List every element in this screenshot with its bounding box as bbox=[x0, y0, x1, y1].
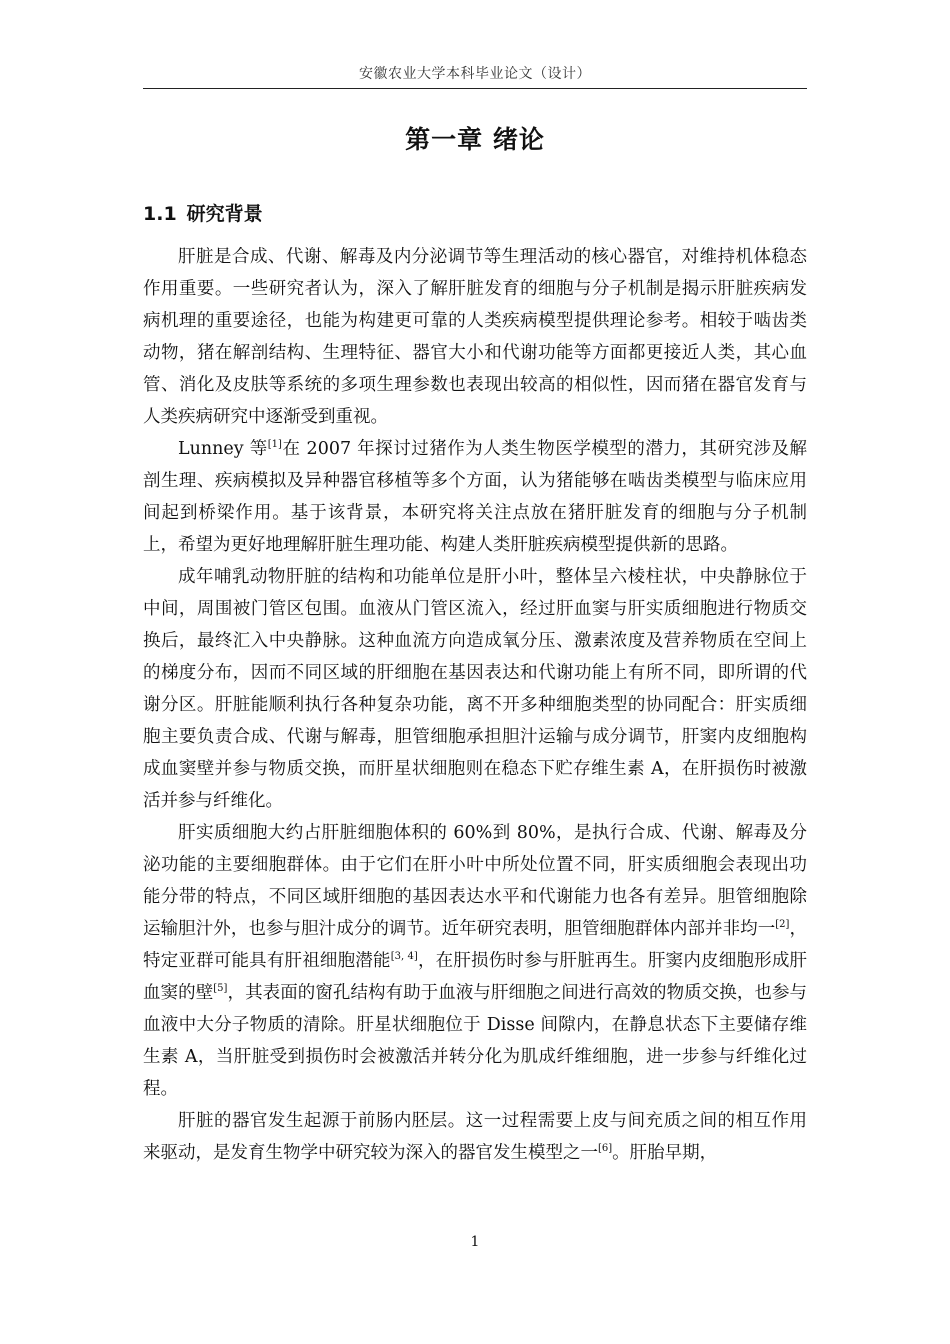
paragraph-5-text-a: 肝脏的器官发生起源于前肠内胚层。这一过程需要上皮与间充质之间的相互作用来驱动，是发育生物学中研究较为深入的器官发生模型之一 bbox=[143, 1111, 807, 1163]
paragraph-4-text-a: 肝实质细胞大约占肝脏细胞体积的 60%到 80%，是执行合成、代谢、解毒及分泌功能的主要细胞群体。由于它们在肝小叶中所处位置不同，肝实质细胞会表现出功能分带的特点，不同区域肝细胞的基因表达水平和代谢能力也各有差异。胆管细胞除运输胆汁外，也参与胆汁成分的调节。近年研究表明，胆管细胞群体内部并非均一 bbox=[143, 823, 807, 939]
paragraph-4-text-b: ，特定亚群可能具有肝祖细胞潜能 bbox=[143, 919, 808, 971]
paragraph-4-text-d: ，其表面的窗孔结构有助于血液与肝细胞之间进行高效的物质交换，也参与血液中大分子物质的清除。肝星状细胞位于 Disse 间隙内，在静息状态下主要储存维生素 A，当肝脏受到损伤时会被激活并转分化为肌成纤维细胞，进一步参与纤维化过程。 bbox=[143, 983, 808, 1099]
paragraph-5-text-b: 。肝胎早期， bbox=[612, 1143, 718, 1163]
citation-6: [6] bbox=[598, 1143, 613, 1155]
running-header: 安徽农业大学本科毕业论文（设计） bbox=[359, 66, 591, 82]
paragraph-3: 成年哺乳动物肝脏的结构和功能单位是肝小叶，整体呈六棱柱状，中央静脉位于中间，周围被门管区包围。血液从门管区流入，经过肝血窦与肝实质细胞进行物质交换后，最终汇入中央静脉。这种血流方向造成氧分压、激素浓度及营养物质在空间上的梯度分布，因而不同区域的肝细胞在基因表达和代谢功能上有所不同，即所谓的代谢分区。肝脏能顺利执行各种复杂功能，离不开多种细胞类型的协同配合：肝实质细胞主要负责合成、代谢与解毒，胆管细胞承担胆汁运输与成分调节，肝窦内皮细胞构成血窦壁并参与物质交换，而肝星状细胞则在稳态下贮存维生素 A，在肝损伤时被激活并参与纤维化。 bbox=[143, 567, 807, 811]
citation-5: [5] bbox=[213, 983, 228, 995]
section-number: 1.1 bbox=[143, 203, 177, 225]
page-number: 1 bbox=[470, 1234, 480, 1250]
paragraph-4 bbox=[143, 817, 807, 1105]
section-heading bbox=[143, 198, 263, 230]
citation-3-4: [3, 4] bbox=[390, 951, 418, 963]
paragraph-5 bbox=[143, 1105, 807, 1169]
paragraph-2-text-a: Lunney 等 bbox=[178, 439, 268, 459]
header-rule bbox=[143, 88, 807, 89]
paragraph-2-text-b: 在 2007 年探讨过猪作为人类生物医学模型的潜力，其研究涉及解剖生理、疾病模拟及异种器官移植等多个方面，认为猪能够在啮齿类模型与临床应用间起到桥梁作用。基于该背景，本研究将关注点放在猪肝脏发育的细胞与分子机制上，希望为更好地理解肝脏生理功能、构建人类肝脏疾病模型提供新的思路。 bbox=[143, 439, 807, 555]
paragraph-1: 肝脏是合成、代谢、解毒及内分泌调节等生理活动的核心器官，对维持机体稳态作用重要。一些研究者认为，深入了解肝脏发育的细胞与分子机制是揭示肝脏疾病发病机理的重要途径，也能为构建更可靠的人类疾病模型提供理论参考。相较于啮齿类动物，猪在解剖结构、生理特征、器官大小和代谢功能等方面都更接近人类，其心血管、消化及皮肤等系统的多项生理参数也表现出较高的相似性，因而猪在器官发育与人类疾病研究中逐渐受到重视。 bbox=[143, 247, 807, 427]
citation-1: [1] bbox=[267, 439, 282, 451]
citation-2: [2] bbox=[775, 919, 790, 931]
chapter-title: 第一章 绪论 bbox=[405, 125, 545, 154]
body-text bbox=[143, 241, 807, 1169]
section-title: 研究背景 bbox=[186, 203, 263, 225]
paragraph-2 bbox=[143, 433, 807, 561]
paragraph-4-text-c: ，在肝损伤时参与肝脏再生。肝窦内皮细胞形成肝血窦的壁 bbox=[143, 951, 808, 1003]
